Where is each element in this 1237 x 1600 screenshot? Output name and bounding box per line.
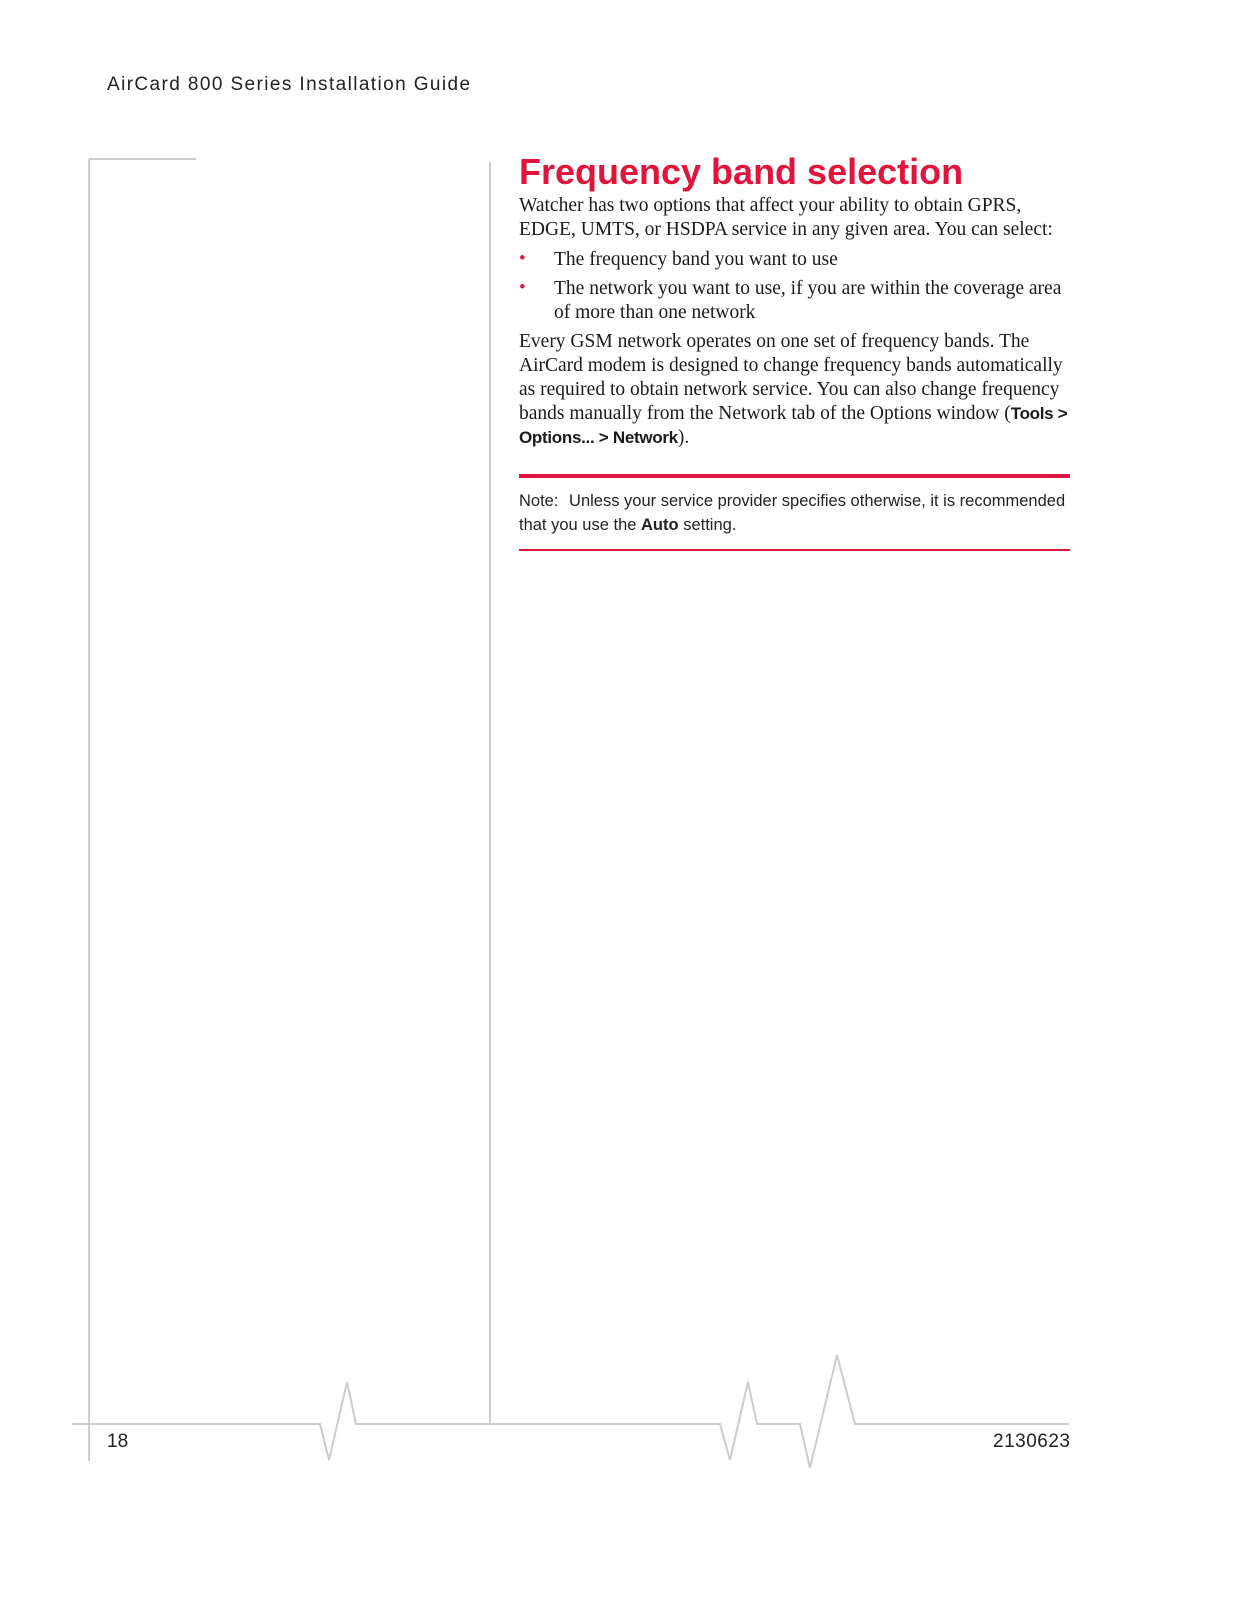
list-item <box>519 248 1070 272</box>
bullet-icon: • <box>519 277 526 298</box>
list-item-text: The network you want to use, if you are within the coverage area of more than one network <box>554 278 1062 323</box>
note-setting-name: Auto <box>641 516 679 534</box>
list-item-text: The frequency band you want to use <box>554 249 838 270</box>
running-header: AirCard 800 Series Installation Guide <box>107 74 472 95</box>
note-box <box>519 474 1070 551</box>
document-number: 2130623 <box>993 1431 1071 1452</box>
intro-paragraph: Watcher has two options that affect your ability to obtain GPRS, EDGE, UMTS, or HSDPA service in any given area. You can select: <box>519 195 1053 240</box>
note-text: Unless your service provider specifies otherwise, it is recommended that you use the <box>519 492 1066 534</box>
bullet-icon: • <box>519 248 526 269</box>
main-content <box>519 150 1070 551</box>
menu-path: Tools > Options... > Network <box>519 404 1068 447</box>
page-number: 18 <box>107 1431 129 1452</box>
list-item <box>519 277 1070 325</box>
note-label: Note: <box>519 492 559 510</box>
note-text-end: setting. <box>683 516 737 534</box>
bands-paragraph-text: Every GSM network operates on one set of frequency bands. The AirCard modem is designed to change frequency bands automatically as required to obtain network service. You can also change frequency bands manually from the Network tab of the Options window ( <box>519 331 1063 424</box>
section-title: Frequency band selection <box>519 151 964 192</box>
bands-paragraph-end: ). <box>677 427 690 448</box>
option-list <box>519 248 1070 325</box>
footer-heartbeat-line <box>72 1355 1069 1468</box>
bands-paragraph <box>519 330 1070 450</box>
